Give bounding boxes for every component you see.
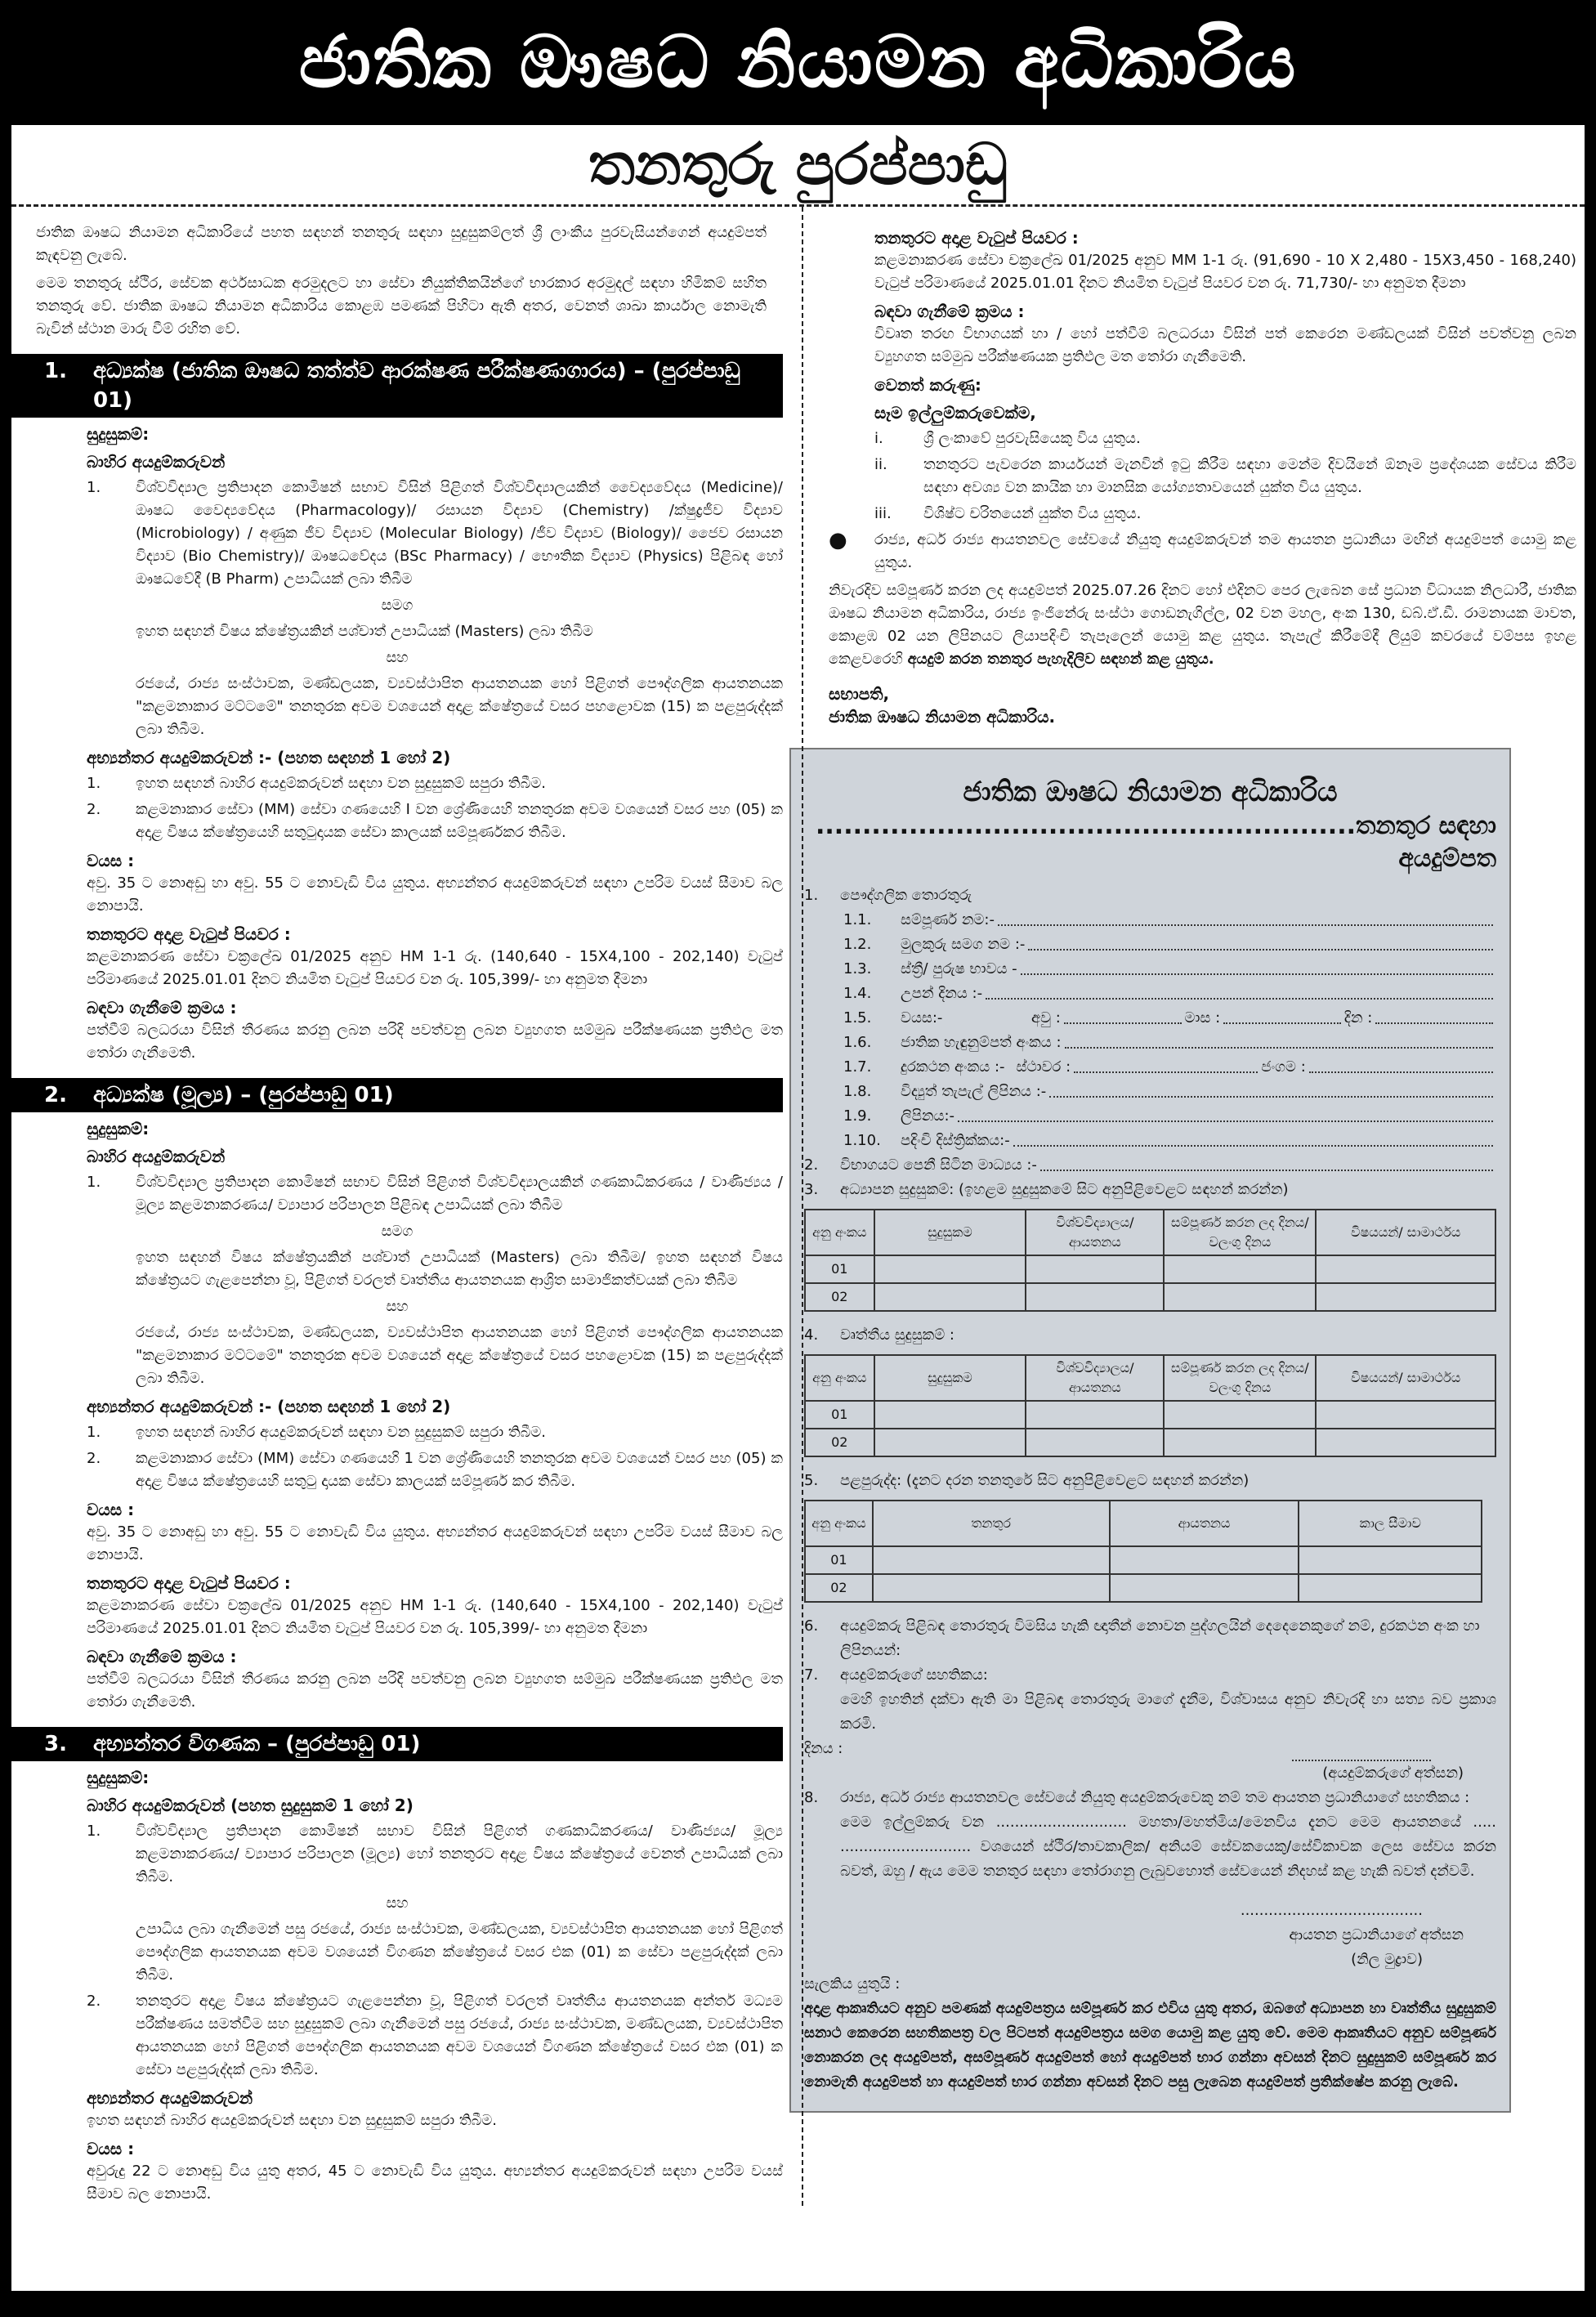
- list-item: 1. විශ්වවිද්‍යාල ප්‍රතිපාදන කොමිෂන් සභාව විසින් පිළිගත් විශ්වවිද්‍යාලයකින් ගණකාධිකරණය / වාණිජ්‍යය /මූල්‍ය කළමනාකරණය/ ව්‍යාපාර පරිපාලන පිළිබඳ උපාධියක් ලබා තිබීම: [11, 1171, 783, 1217]
- form-field-gender[interactable]: [804, 957, 1496, 982]
- item-text: ඉහත සඳහන් බාහිර අයදුම්කරුවන් සඳහා වන සුදුසුකම් සපුරා තිබීම.: [136, 1424, 547, 1441]
- row-number: 02: [805, 1429, 874, 1456]
- list-item: 1. ඉහත සඳහන් බාහිර අයදුම්කරුවන් සඳහා වන සුදුසුකම් සපුරා තිබීම.: [11, 1421, 783, 1444]
- form-section: 4. වෘත්තීය සුදුසුකම් :: [804, 1323, 1496, 1348]
- item-text: විශිෂ්ට චරිතයෙන් යුක්ත විය යුතුය.: [923, 505, 1142, 522]
- section-number: 1.: [44, 359, 67, 383]
- form-section-label: රාජ්‍ය, අර්ධ රාජ්‍ය ආයතනවල සේවයේ නියුතු අයදුම්කරුවෙකු නම් තම ආයතන ප්‍රධානියාගේ සහතිකය :: [840, 1789, 1470, 1806]
- list-item: 2. තනතුරට අදාළ විෂය ක්ෂේත්‍රයට ගැළපෙන්නා වූ, පිළිගත් වරලත් වෘත්තීය ආයතනයක අන්තර් මධ්‍යම පරීක්ෂණය සමත්වීම සහ සුදුසුකම් ලබා ගැනීමෙන් පසු රජයේ, රාජ්‍ය සංස්ථාවක, මණ්ඩලයක, ව්‍යවස්ථාපිත ආයතනයක හෝ පිළිගත් පෞද්ගලික ආයතනයක අවම වශයෙන් විගණන ක්ෂේත්‍රයේ වසර එක (01) ක සේවා පළපුරුද්දක් ලබා තිබීම.: [11, 1990, 783, 2082]
- education-table: [804, 1209, 1496, 1312]
- column-header: අනු අංකය: [805, 1501, 873, 1546]
- date-field[interactable]: [804, 1737, 1496, 1761]
- item-number: i.: [874, 430, 883, 447]
- head-certificate-text: මෙම ඉල්ලුම්කරු වන ............................ මහතා/මහත්මිය/මෙනවිය දැනට මෙම ආයතනයේ ..... ............................ වශයෙන් ස්ථිර/තාවකාලික/ අනියම් සේවකයෙකු/සේවිකාවක ලෙස සේවය කරන බවත්, ඔහු / ඇය මෙම තනතුර සඳහා තෝරාගනු ලැබුවහොත් සේවයෙන් නිදහස් කළ හැකි බවත් දන්වමි.: [840, 1814, 1496, 1880]
- list-item: 1. ඉහත සඳහන් බාහිර අයදුම්කරුවන් සඳහා වන සුදුසුකම් සපුරා තිබීම.: [11, 772, 783, 795]
- item-text: කළමනාකාර සේවා (MM) සේවා ගණයෙහි 1 වන ශ්‍රේණියෙහි තනතුරක අවම වශයෙන් වසර පහ (05) ක අදාළ විෂය ක්ෂේත්‍රයෙහි සතුටු දායක සේවා කාලයක් සම්පූර්ණ කර තිබීම.: [136, 1450, 783, 1490]
- heading: තනතුරට අදාළ වැටුප් පියවර :: [87, 1573, 291, 1593]
- list-item: 1. විශ්වවිද්‍යාල ප්‍රතිපාදන කොමිෂන් සභාව විසින් පිළිගත් ගණකාධිකරණය/ වාණිජ්‍යය/ මූල්‍ය කළමනාකරණය/ ව්‍යාපාර පරිපාලන (මූල්‍ය) හෝ තනතුරට අදාළ විෂය ක්ෂේත්‍රයේ වෙනත් උපාධියක් ලබා තිබීම.: [11, 1820, 783, 1889]
- experience-table: [804, 1500, 1482, 1603]
- item-text: විශ්වවිද්‍යාල ප්‍රතිපාදන කොමිෂන් සභාව විසින් පිළිගත් විශ්වවිද්‍යාලයකින් වෛද්‍යවේදය (Medicine)/ ඖෂධ වෛද්‍යවේදය (Pharmacology)/ රසායන විද්‍යාව (Chemistry) /ක්ෂුද්‍රජීව විද්‍යාව (Microbiology) / අණුක ජීව විද්‍යාව (Molecular Biology) /ජීව විද්‍යාව (Biology)/ ජෛව රසායන විද්‍යාව (Bio Chemistry)/ ඖෂධවේදය (BSc Pharmacy) / භෞතික විද්‍යාව (Physics) පිළිබඳ හෝ ඖෂධවේදී (B Pharm) උපාධියක් ලබා තිබීම: [136, 479, 783, 588]
- field-number: 1.6.: [843, 1034, 872, 1051]
- heading: වයස :: [87, 2139, 135, 2158]
- field-label: වයස:-: [901, 1009, 943, 1027]
- field-label: විද්‍යුත් තැපැල් ලිපිනය :-: [901, 1083, 1047, 1100]
- column-header: සම්පූර්ණ කරන ලද දිනය/ වලංගු දිනය: [1164, 1210, 1316, 1255]
- paragraph: රජයේ, රාජ්‍ය සංස්ථාවක, මණ්ඩලයක, ව්‍යවස්ථාපිත ආයතනයක හෝ පිළිගත් පෞද්ගලික ආයතනයක "කළමනාකාර මට්ටමේ" තනතුරක අවම වශයෙන් අදාළ ක්ෂේත්‍රයේ වසර පහළොවක (15) ක පළපුරුද්දක් ලබා තිබීම.: [136, 675, 783, 738]
- professional-table: [804, 1354, 1496, 1457]
- form-section-referees: 6. අයදුම්කරු පිළිබඳ තොරතුරු විමසිය හැකි ඥාතීන් නොවන පුද්ගලයින් දෙදෙනෙකුගේ නම්, දුරකථන අංක හා ලිපිනයන්:: [804, 1614, 1496, 1663]
- paragraph: ඉහත සඳහන් බාහිර අයදුම්කරුවන් සඳහා වන සුදුසුකම් සපුරා තිබීම.: [87, 2112, 498, 2129]
- column-header: විශ්වවිද්‍යාලය/ ආයතනය: [1026, 1355, 1164, 1401]
- paragraph: අවු. 35 ට නොඅඩු හා අවු. 55 ට නොවැඩි විය යුතුය. අභ්‍යන්තර අයදුම්කරුවන් සඳහා උපරිම වයස් සීමාව බල නොපායි.: [87, 1523, 783, 1563]
- field-label: පදිංචි දිස්ත්‍රික්කය:-: [901, 1132, 1010, 1149]
- row-number: 01: [805, 1546, 873, 1574]
- intro-paragraph: මෙම තනතුරු ස්ථිර, සේවක අර්ථසාධක අරමුදලට හා සේවා නියුක්තිකයින්ගේ භාරකාර අරමුදල් සඳහා හිමිකම් සහිත තනතුරු වේ. ජාතික ඖෂධ නියාමන අධිකාරිය කොළඹ පමණක් පිහිටා ඇති අතර, වෙනත් ශාඛා කාර්යාල නොමැති බැවින් ස්ථාන මාරු වීම් රහිත වේ.: [36, 275, 767, 338]
- age-years-label: අවු :: [1031, 1009, 1061, 1027]
- heading: සුදුසුකම්:: [87, 1768, 150, 1787]
- heading: සුදුසුකම්:: [87, 1119, 150, 1138]
- field-label: සම්පූර්ණ නම:-: [901, 911, 995, 928]
- section-header: [11, 1727, 783, 1761]
- submission-paragraph: [829, 579, 1576, 671]
- paragraph: උපාධිය ලබා ගැනීමෙන් පසු රජයේ, රාජ්‍ය සංස්ථාවක, මණ්ඩලයක, ව්‍යවස්ථාපිත ආයතනයක හෝ පිළිගත් පෞද්ගලික ආයතනයක අවම වශයෙන් විගණන ක්ෂේත්‍රයේ වසර එක (01) ක සේවා පළපුරුද්දක් ලබා තිබීම.: [136, 1921, 783, 1984]
- form-section: 1. පෞද්ගලික තොරතුරු: [804, 883, 1496, 908]
- right-column: [804, 207, 1576, 2113]
- section-internal-auditor: [11, 1727, 783, 2206]
- column-header: සුදුසුකම: [874, 1355, 1026, 1401]
- field-label: මුලකුරු සමග නම :-: [901, 936, 1026, 953]
- table-row[interactable]: [805, 1574, 1482, 1602]
- field-number: 1.2.: [843, 936, 872, 953]
- age-months-label: මාස :: [1184, 1009, 1221, 1027]
- paragraph: කළමනාකරණ සේවා චක්‍රලේඛ 01/2025 අනුව MM 1-1 රු. (91,690 - 10 X 2,480 - 15X3,450 - 168,240) වැටුප් පරිමාණයේ 2025.01.01 දිනට නියමිත වැටුප් පියවර වන රු. 71,730/- හා අනුමත දීමනා: [874, 252, 1576, 292]
- heading: අභ්‍යන්තර අයදුම්කරුවන් :- (පහත සඳහන් 1 හෝ 2): [87, 1397, 451, 1416]
- form-field-age[interactable]: [804, 1006, 1496, 1031]
- form-section: 7. අයදුම්කරුගේ සහතිකය:: [804, 1663, 1496, 1688]
- intro: [11, 221, 783, 341]
- paragraph: අවු. 35 ට නොඅඩු හා අවු. 55 ට නොවැඩි විය යුතුය. අභ්‍යන්තර අයදුම්කරුවන් සඳහා උපරිම වයස් සීමාව බල නොපායි.: [87, 874, 783, 915]
- section-number: 2.: [44, 1083, 67, 1107]
- item-number: iii.: [874, 505, 892, 522]
- form-field-dob[interactable]: [804, 982, 1496, 1006]
- note-text: අදාළ ආකෘතියට අනුව පමණක් අයදුම්පත්‍රය සම්පූර්ණ කර එවිය යුතු අතර, ඔබගේ අධ්‍යාපන හා වෘත්තීය සුදුසුකම් සනාථ කෙරෙන සහතිකපත්‍ර වල පිටපත් අයදුම්පත්‍රය සමග යොමු කළ යුතු වේ. මෙම ආකෘතියට අනුව සම්පූර්ණ නොකරන ලද අයදුම්පත්, අසම්පූර්ණ අයදුම්පත් හෝ අයදුම්පත් භාර ගන්නා අවසන් දිනට සුදුසුකම් සම්පූර්ණ කර නොමැති අයදුම්පත් හා අයදුම්පත් භාර ගන්නා අවසන් දිනට පසු ලැබෙන අයදුම්පත් ප්‍රතික්ෂේප කරනු ලැබේ.: [804, 2000, 1496, 2091]
- head-signature-label: ආයතන ප්‍රධානියාගේ අත්සන: [1289, 1926, 1464, 1944]
- declaration-text: මෙහි ඉහතින් දක්වා ඇති මා පිළිබඳ තොරතුරු මාගේ දැනීම, විශ්වාසය අනුව නිවැරදි හා සත්‍ය බව ප්‍රකාශ කරමි.: [840, 1691, 1496, 1733]
- form-section-label: පළපුරුද්ද: (දැනට දරන තනතුරේ සිට අනුපිළිවෙළට සඳහන් කරන්න): [840, 1472, 1250, 1489]
- item-number: ii.: [874, 456, 887, 473]
- table-row[interactable]: [805, 1255, 1495, 1283]
- heading: බාහිර අයදුම්කරුවන්: [87, 452, 226, 472]
- paragraph: කළමනාකරණ සේවා චක්‍රලේඛ 01/2025 අනුව HM 1-1 රු. (140,640 - 15X4,100 - 202,140) වැටුප් පරිමාණයේ 2025.01.01 දිනට නියමිත වැටුප් පියවර වන රු. 105,399/- හා අනුමත දීමනා: [87, 948, 783, 988]
- field-label: විභාගයට පෙනී සිටින මාධ්‍යය :-: [840, 1156, 1037, 1174]
- column-header: අනු අංකය: [805, 1210, 874, 1255]
- note-title: සැලකිය යුතුයි :: [804, 1975, 901, 1993]
- field-label: ජාතික හැඳුනුම්පත් අංකය :: [901, 1034, 1062, 1051]
- heading: අභ්‍යන්තර අයදුම්කරුවන්: [87, 2088, 253, 2108]
- section-director-lab: [11, 354, 783, 1065]
- section-title: අධ්‍යක්ෂ (මූල්‍ය) – (පුරප්පාඩු 01): [92, 1083, 394, 1107]
- table-row[interactable]: [805, 1283, 1495, 1311]
- field-number: 1.5.: [843, 1009, 872, 1027]
- column-header: කාල සීමාව: [1299, 1501, 1482, 1546]
- item-text: තනතුරට පැවරෙන කාර්යයන් මැනවින් ඉටු කිරීම සඳහා මෙන්ම දිවයිනේ ඕනෑම ප්‍රදේශයක සේවය කිරීම සඳහා අවශ්‍ය වන කායික හා මානසික යෝග්‍යතාවයෙන් යුක්ත විය යුතුය.: [923, 456, 1576, 496]
- section-number: 3.: [44, 1732, 67, 1756]
- org-title: ජාතික ඖෂධ නියාමන අධිකාරිය: [298, 20, 1298, 104]
- paragraph: ඉහත සඳහන් විෂය ක්ෂේත්‍රයකින් පශ්චාත් උපාධියක් (Masters) ලබා තිබීම: [136, 623, 593, 640]
- submission-emphasis: අයදුම් කරන තනතුර පැහැදිලිව සඳහන් කළ යුතුය.: [907, 651, 1214, 668]
- paragraph: කළමනාකරණ සේවා චක්‍රලේඛ 01/2025 අනුව HM 1-1 රු. (140,640 - 15X4,100 - 202,140) වැටුප් පරිමාණයේ 2025.01.01 දිනට නියමිත වැටුප් පියවර වන රු. 105,399/- හා අනුමත දීමනා: [87, 1597, 783, 1637]
- form-section: 8. රාජ්‍ය, අර්ධ රාජ්‍ය ආයතනවල සේවයේ නියුතු අයදුම්කරුවෙකු නම් තම ආයතන ප්‍රධානියාගේ සහතිකය :: [804, 1786, 1496, 1810]
- field-number: 1.10.: [843, 1132, 881, 1149]
- table-row[interactable]: [805, 1546, 1482, 1574]
- list-item: [829, 503, 1576, 526]
- application-form: [789, 748, 1511, 2113]
- heading: බඳවා ගැනීමේ ක්‍රමය :: [87, 998, 237, 1018]
- form-field-nic[interactable]: [804, 1031, 1496, 1055]
- item-text: තනතුරට අදාළ විෂය ක්ෂේත්‍රයට ගැළපෙන්නා වූ, පිළිගත් වරලත් වෘත්තීය ආයතනයක අන්තර් මධ්‍යම පරීක්ෂණය සමත්වීම සහ සුදුසුකම් ලබා ගැනීමෙන් පසු රජයේ, රාජ්‍ය සංස්ථාවක, මණ්ඩලයක, ව්‍යවස්ථාපිත ආයතනයක හෝ පිළිගත් පෞද්ගලික ආයතනයක අවම වශයෙන් විගණන ක්ෂේත්‍රයේ වසර එක (01) ක සේවා පළපුරුද්දක් ලබා තිබීම.: [136, 1993, 783, 2078]
- item-text: විශ්වවිද්‍යාල ප්‍රතිපාදන කොමිෂන් සභාව විසින් පිළිගත් ගණකාධිකරණය/ වාණිජ්‍යය/ මූල්‍ය කළමනාකරණය/ ව්‍යාපාර පරිපාලන (මූල්‍ය) හෝ තනතුරට අදාළ විෂය ක්ෂේත්‍රයේ වෙනත් උපාධියක් ලබා තිබීම.: [136, 1823, 783, 1885]
- column-header: ආයතනය: [1110, 1501, 1299, 1546]
- column-header: විශ්වවිද්‍යාලය/ ආයතනය: [1026, 1210, 1164, 1255]
- form-field-full-name[interactable]: [804, 908, 1496, 933]
- field-label: උපන් දිනය :-: [901, 985, 983, 1002]
- item-text: ශ්‍රී ලංකාවේ පුරවැසියෙකු විය යුතුය.: [923, 430, 1141, 447]
- connector: සහ: [386, 1298, 409, 1315]
- field-label: ස්ත්‍රී/ පුරුෂ භාවය -: [901, 960, 1017, 977]
- column-header: තනතුර: [873, 1501, 1110, 1546]
- field-label: දුරකථන අංකය :-: [901, 1058, 1005, 1076]
- column-header: විෂයයන්/ සාමාර්ථය: [1316, 1355, 1495, 1401]
- date-label: දිනය :: [804, 1740, 843, 1757]
- heading: බාහිර අයදුම්කරුවන් (පහත සුදුසුකම් 1 හෝ 2): [87, 1796, 414, 1815]
- form-section-label: අයදුම්කරු පිළිබඳ තොරතුරු විමසිය හැකි ඥාතීන් නොවන පුද්ගලයින් දෙදෙනෙකුගේ නම්, දුරකථන අංක හා ලිපිනයන්:: [840, 1617, 1480, 1659]
- heading: වයස :: [87, 851, 135, 870]
- list-item: [829, 427, 1576, 450]
- row-number: 01: [805, 1401, 874, 1429]
- form-field-address[interactable]: [804, 1104, 1496, 1129]
- heading: බඳවා ගැනීමේ ක්‍රමය :: [87, 1647, 237, 1666]
- row-number: 02: [805, 1283, 874, 1311]
- form-field-district[interactable]: [804, 1129, 1496, 1153]
- paragraph: පත්වීම් බලධරයා විසින් තීරණය කරනු ලබන පරිදි පවත්වනු ලබන ව්‍යුහගත සම්මුඛ පරීක්ෂණයක ප්‍රතිඵල මත තෝරා ගැනීමෙති.: [87, 1022, 783, 1062]
- connector: සහ: [386, 649, 409, 666]
- signature-line: .......................................: [1240, 1902, 1423, 1919]
- signatory-org: ජාතික ඖෂධ නියාමන අධිකාරිය.: [829, 707, 1056, 727]
- section-header: [11, 354, 783, 418]
- connector: සමග: [381, 597, 414, 614]
- heading: වෙනත් කරුණු:: [874, 375, 981, 395]
- form-section: 5. පළපුරුද්ද: (දැනට දරන තනතුරේ සිට අනුපිළිවෙළට සඳහන් කරන්න): [804, 1469, 1496, 1493]
- field-number: 1.9.: [843, 1107, 872, 1125]
- submission-text: නිවැරදිව සම්පූර්ණ කරන ලද අයදුම්පත් 2025.07.26 දිනට හෝ එදිනට පෙර ලැබෙන සේ ප්‍රධාන විධායක නිලධාරී, ජාතික ඖෂධ නියාමන අධිකාරිය, රාජ්‍ය ඉංජිනේරු සංස්ථා ගොඩනැගිල්ල, 02 වන මහල, අංක 130, ඩබ්.ඒ.ඩී. රාමනායක මාවත, කොළඹ 02 යන ලිපිනයට ලියාපදිංචි තැපෑලෙන් යොමු කළ යුතුය. තැපැල් කිරීමේදී ලියුම් කවරයේ වම්පස ඉහළ කෙළවරෙහි: [829, 582, 1576, 668]
- paragraph: විවෘත තරඟ විභාගයක් හා / හෝ පත්වීම් බලධරයා විසින් පත් කෙරෙන මණ්ඩලයක් විසින් පවත්වනු ලබන ව්‍යුහගත සම්මුඛ පරීක්ෂණයක ප්‍රතිඵල මත තෝරා ගැනීමෙති.: [874, 325, 1576, 365]
- form-title: ජාතික ඖෂධ නියාමන අධිකාරිය: [963, 776, 1338, 808]
- field-number: 1.4.: [843, 985, 872, 1002]
- advert-page: [11, 125, 1585, 2291]
- field-label: ලිපිනය:-: [901, 1107, 955, 1125]
- heading: සුදුසුකම්:: [87, 424, 150, 444]
- columns: [11, 207, 1585, 2206]
- list-item: 2. කළමනාකාර සේවා (MM) සේවා ගණයෙහි I වන ශ්‍රේණියෙහි තනතුරක අවම වශයෙන් වසර පහ (05) ක අදාළ විෂය ක්ෂේත්‍රයෙහි සතුටුදායක සේවා කාලයක් සම්පූර්ණකර තිබීම.: [11, 798, 783, 844]
- section-title: අධ්‍යක්ෂ (ජාතික ඖෂධ තත්ත්ව ආරක්ෂණ පරීක්ෂණාගාරය) – (පුරප්පාඩු 01): [92, 359, 740, 413]
- section-title: අභ්‍යන්තර විගණක – (පුරප්පාඩු 01): [92, 1732, 421, 1756]
- column-header: අනු අංකය: [805, 1355, 874, 1401]
- official-seal-label: (නිල මුද්‍රාව): [1351, 1951, 1423, 1968]
- list-item: 2. කළමනාකාර සේවා (MM) සේවා ගණයෙහි 1 වන ශ්‍රේණියෙහි තනතුරක අවම වශයෙන් වසර පහ (05) ක අදාළ විෂය ක්ෂේත්‍රයෙහි සතුටු දායක සේවා කාලයක් සම්පූර්ණ කර තිබීම.: [11, 1447, 783, 1493]
- paragraph: රජයේ, රාජ්‍ය සංස්ථාවක, මණ්ඩලයක, ව්‍යවස්ථාපිත ආයතනයක හෝ පිළිගත් පෞද්ගලික ආයතනයක "කළමනාකාර මට්ටමේ" තනතුරක අවම වශයෙන් අදාළ ක්ෂේත්‍රයේ වසර පහළොවක (15) ක පළපුරුද්දක් ලබා තිබීම.: [136, 1324, 783, 1387]
- header-band: [0, 0, 1596, 125]
- field-number: 1.7.: [843, 1058, 872, 1076]
- bullet-icon: ●: [829, 528, 847, 552]
- left-column: [11, 207, 783, 2206]
- form-section-label: අධ්‍යාපන සුදුසුකම්: (ඉහළම සුදුසුකමේ සිට අනුපිළිවෙළට සඳහන් කරන්න): [840, 1181, 1289, 1198]
- column-divider: [802, 207, 803, 2206]
- item-text: කළමනාකාර සේවා (MM) සේවා ගණයෙහි I වන ශ්‍රේණියෙහි තනතුරක අවම වශයෙන් වසර පහ (05) ක අදාළ විෂය ක්ෂේත්‍රයෙහි සතුටුදායක සේවා කාලයක් සම්පූර්ණකර තිබීම.: [136, 801, 783, 841]
- bullet-item: [829, 529, 1576, 575]
- table-row[interactable]: [805, 1401, 1495, 1429]
- field-number: 1.1.: [843, 911, 872, 928]
- field-number: 1.8.: [843, 1083, 872, 1100]
- signatory-title: සභාපති,: [829, 684, 890, 704]
- table-row[interactable]: [805, 1429, 1495, 1456]
- heading: තනතුරට අදාළ වැටුප් පියවර :: [87, 924, 291, 944]
- column-header: සුදුසුකම: [874, 1210, 1026, 1255]
- item-text: රාජ්‍ය, අර්ධ රාජ්‍ය ආයතනවල සේවයේ නියුතු අයදුම්කරුවන් තම ආයතන ප්‍රධානියා මඟින් අයදුම්පත් යොමු කළ යුතුය.: [874, 531, 1576, 571]
- paragraph: අවුරුදු 22 ට නොඅඩු විය යුතු අතර, 45 ට නොවැඩි විය යුතුය. අභ්‍යන්තර අයදුම්කරුවන් සඳහා උපරිම වයස් සීමාව බල නොපායි.: [87, 2163, 783, 2203]
- connector: සමග: [381, 1223, 414, 1240]
- section-director-finance: [11, 1078, 783, 1714]
- form-field-email[interactable]: [804, 1080, 1496, 1104]
- applicant-signature-label: (අයදුම්කරුගේ අත්සන): [1322, 1765, 1464, 1782]
- section-header: [11, 1078, 783, 1112]
- form-field-phone[interactable]: [804, 1055, 1496, 1080]
- intro-paragraph: ජාතික ඖෂධ නියාමන අධිකාරියේ පහත සඳහන් තනතුරු සඳහා සුදුසුකම්ලත් ශ්‍රී ලාංකීය පුරවැසියන්ගෙන් අයදුම්පත් කැඳවනු ලැබේ.: [36, 224, 767, 264]
- column-header: සම්පූර්ණ කරන ලද දිනය/ වලංගු දිනය: [1164, 1355, 1316, 1401]
- paragraph: ඉහත සඳහන් විෂය ක්ෂේත්‍රයකින් පශ්චාත් උපාධියක් (Masters) ලබා තිබීම/ ඉහත සඳහන් විෂය ක්ෂේත්‍රයට ගැළපෙන්නා වූ, පිළිගත් වරලත් වෘත්තීය ආයතනයක ආශ්‍රිත සාමාජිකත්වයක් ලබා තිබීම: [136, 1249, 783, 1289]
- row-number: 01: [805, 1255, 874, 1283]
- form-subtitle: ..........................................................තනතුර සඳහා අයදුම්පත: [816, 812, 1496, 873]
- heading: සෑම ඉල්ලුම්කරුවෙක්ම,: [874, 403, 1036, 423]
- heading: තනතුරට අදාළ වැටුප් පියවර :: [874, 228, 1079, 248]
- list-item: 1. විශ්වවිද්‍යාල ප්‍රතිපාදන කොමිෂන් සභාව විසින් පිළිගත් විශ්වවිද්‍යාලයකින් වෛද්‍යවේදය (Medicine)/ ඖෂධ වෛද්‍යවේදය (Pharmacology)/ රසායන විද්‍යාව (Chemistry) /ක්ෂුද්‍රජීව විද්‍යාව (Microbiology) / අණුක ජීව විද්‍යාව (Molecular Biology) /ජීව විද්‍යාව (Biology)/ ජෛව රසායන විද්‍යාව (Bio Chemistry)/ ඖෂධවේදය (BSc Pharmacy) / භෞතික විද්‍යාව (Physics) පිළිබඳ හෝ ඖෂධවේදී (B Pharm) උපාධියක් ලබා තිබීම: [11, 476, 783, 591]
- heading: අභ්‍යන්තර අයදුම්කරුවන් :- (පහත සඳහන් 1 හෝ 2): [87, 748, 451, 767]
- column-header: විෂයයන්/ සාමාර්ථය: [1316, 1210, 1495, 1255]
- form-field-medium[interactable]: 2. විභාගයට පෙනී සිටින මාධ්‍යය :-: [804, 1153, 1496, 1178]
- age-days-label: දින :: [1343, 1009, 1373, 1027]
- form-field-name-initials[interactable]: [804, 933, 1496, 957]
- list-item: [829, 454, 1576, 499]
- form-section-label: වෘත්තීය සුදුසුකම් :: [840, 1326, 954, 1344]
- phone-mobile-label: ජංගම :: [1261, 1058, 1306, 1076]
- item-text: විශ්වවිද්‍යාල ප්‍රතිපාදන කොමිෂන් සභාව විසින් පිළිගත් විශ්වවිද්‍යාලයකින් ගණකාධිකරණය / වාණිජ්‍යය /මූල්‍ය කළමනාකරණය/ ව්‍යාපාර පරිපාලන පිළිබඳ උපාධියක් ලබා තිබීම: [136, 1174, 783, 1214]
- connector: සහ: [386, 1894, 409, 1912]
- heading: වයස :: [87, 1500, 135, 1519]
- paragraph: පත්වීම් බලධරයා විසින් තීරණය කරනු ලබන පරිදි පවත්වනු ලබන ව්‍යුහගත සම්මුඛ පරීක්ෂණයක ප්‍රතිඵල මත තෝරා ගැනීමෙති.: [87, 1671, 783, 1711]
- form-section: 3. අධ්‍යාපන සුදුසුකම්: (ඉහළම සුදුසුකමේ සිට අනුපිළිවෙළට සඳහන් කරන්න): [804, 1178, 1496, 1202]
- vacancies-title: තනතුරු පුරප්පාඩු: [11, 125, 1585, 207]
- item-text: ඉහත සඳහන් බාහිර අයදුම්කරුවන් සඳහා වන සුදුසුකම් සපුරා තිබීම.: [136, 775, 547, 792]
- phone-fixed-label: ස්ථාවර :: [1016, 1058, 1071, 1076]
- row-number: 02: [805, 1574, 873, 1602]
- heading: බඳවා ගැනීමේ ක්‍රමය :: [874, 302, 1025, 321]
- form-section-label: අයදුම්කරුගේ සහතිකය:: [840, 1666, 988, 1684]
- heading: බාහිර අයදුම්කරුවන්: [87, 1147, 226, 1166]
- form-section-label: පෞද්ගලික තොරතුරු: [840, 887, 972, 904]
- field-number: 1.3.: [843, 960, 872, 977]
